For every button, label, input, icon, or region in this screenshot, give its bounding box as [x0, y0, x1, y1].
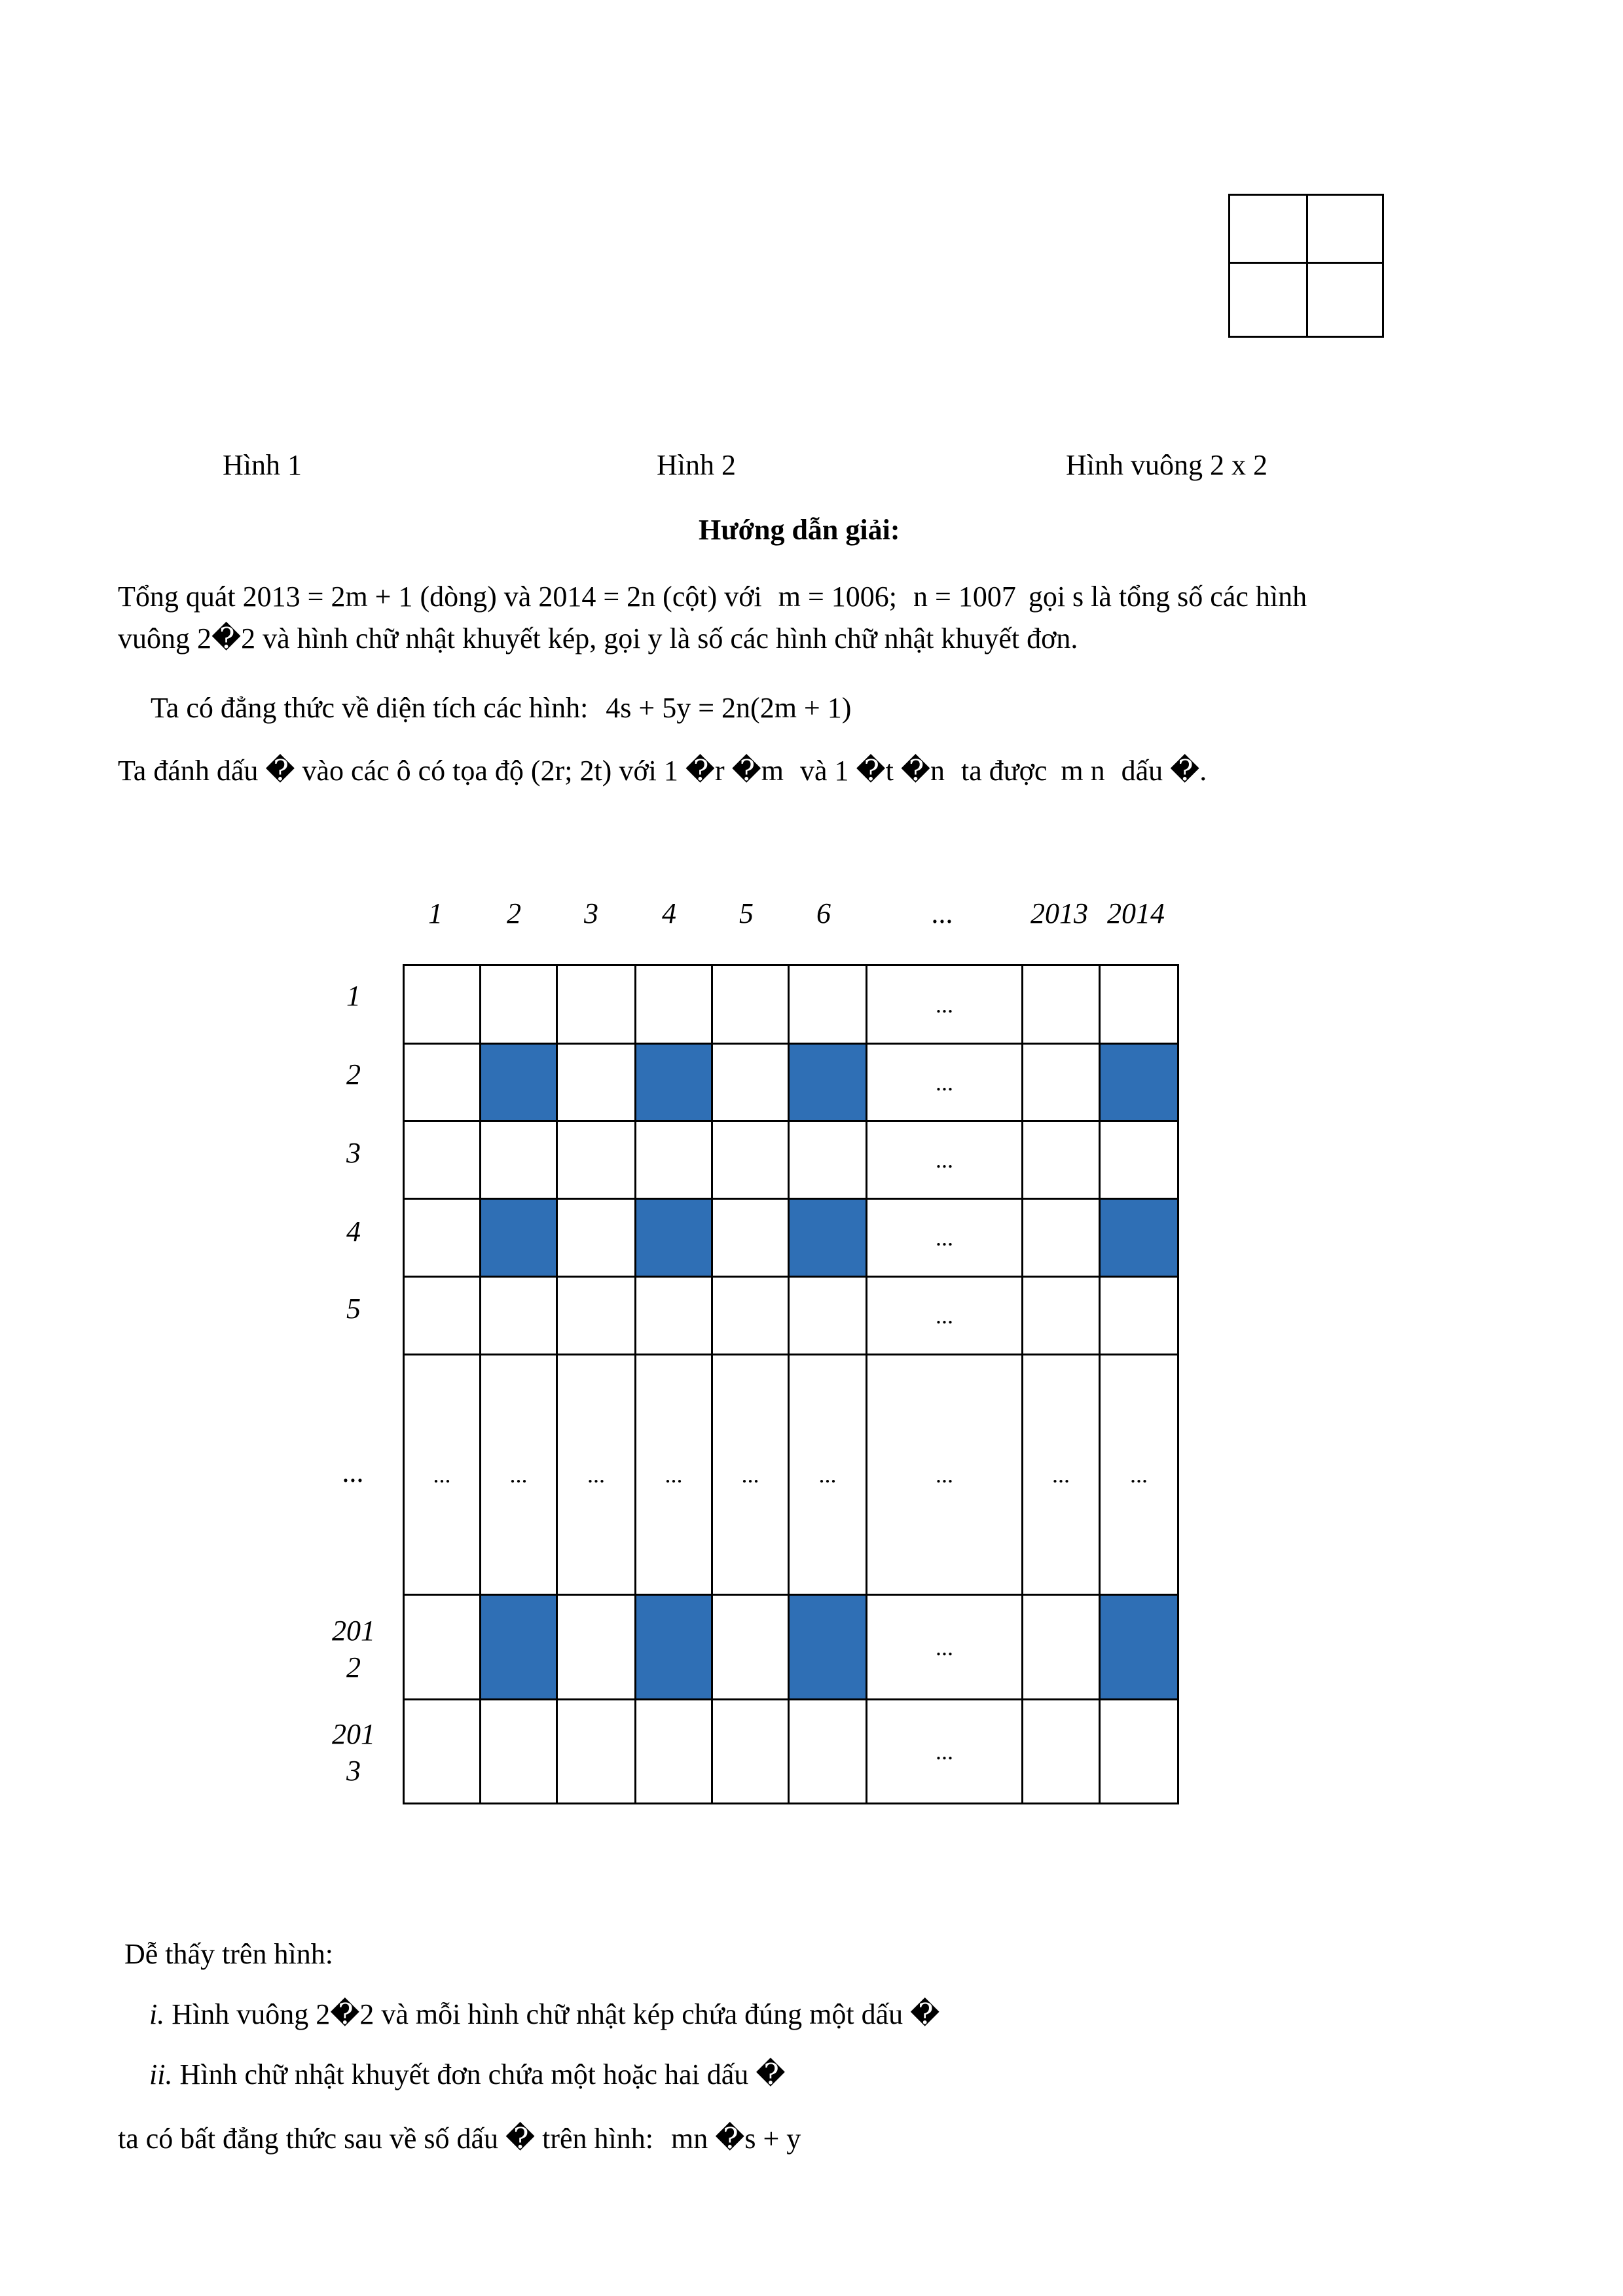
grid-cell [479, 1698, 558, 1804]
paragraph-general [118, 579, 1307, 615]
observation-ii [149, 2056, 785, 2093]
text-segment: r [714, 755, 725, 787]
grid-cell [1021, 1354, 1101, 1596]
leq-glyph-icon: � [731, 755, 761, 787]
grid-cell [711, 1698, 790, 1804]
row-header: 4 [346, 1215, 361, 1247]
ellipsis: ... [936, 1147, 953, 1173]
observation-intro: Dễ thấy trên hình: [124, 1938, 333, 1970]
text-segment: . [1199, 755, 1207, 787]
inequality-line [118, 2121, 801, 2157]
grid-cell [634, 1120, 713, 1200]
text-segment: m [761, 755, 784, 787]
paragraph-marking [118, 753, 1207, 789]
ellipsis: ... [936, 1069, 953, 1096]
paragraph-area-equality [151, 690, 851, 726]
grid-cell [556, 1276, 636, 1355]
text-segment: ta được [961, 755, 1048, 787]
marked-cell [1099, 1198, 1179, 1278]
row-header: 201 3 [332, 1718, 375, 1787]
grid-cell [556, 1354, 636, 1596]
observation-i [149, 1996, 939, 2033]
marked-cell [479, 1043, 558, 1122]
text-segment: ta có bất đẳng thức sau về số dấu [118, 2123, 499, 2155]
grid-cell [711, 1120, 790, 1200]
grid-cell [866, 1276, 1023, 1355]
row-header: 201 2 [332, 1615, 375, 1683]
text-segment: t [885, 755, 894, 787]
grid-cell [788, 1276, 867, 1355]
grid-cell [711, 1198, 790, 1278]
grid-cell [403, 1594, 481, 1700]
ellipsis: ... [665, 1462, 683, 1488]
text-segment: Ta đánh dấu [118, 755, 259, 787]
ellipsis: ... [1052, 1462, 1070, 1488]
equation-n: n = 1007 [913, 581, 1016, 613]
text-segment: (cột) với [663, 581, 762, 613]
ellipsis: ... [433, 1462, 451, 1488]
grid-cell [1021, 1698, 1101, 1804]
column-header: 6 [816, 897, 831, 929]
ellipsis: ... [936, 1634, 953, 1660]
text-segment: gọi s là tổng số các hình [1028, 581, 1307, 613]
row-header: 5 [346, 1293, 361, 1325]
marked-cell [1099, 1594, 1179, 1700]
grid-cell [1099, 1698, 1179, 1804]
leq-glyph-icon: � [900, 755, 930, 787]
row-header: 3 [346, 1137, 361, 1169]
grid-cell [866, 1043, 1023, 1122]
text-segment: n [930, 755, 945, 787]
grid-cell [1021, 1198, 1101, 1278]
grid-cell [866, 964, 1023, 1045]
row-header: ... [342, 1456, 365, 1488]
mark-glyph-icon: � [910, 1998, 940, 2030]
figure-label-2: Hình 2 [657, 449, 736, 481]
text-segment: trên hình: [542, 2123, 653, 2155]
grid-cell [866, 1198, 1023, 1278]
paragraph-general-line2: vuông 2�2 và hình chữ nhật khuyết kép, gọi y là số các hình chữ nhật khuyết đơn. [118, 622, 1078, 655]
grid-cell [556, 1698, 636, 1804]
equation-rows: 2013 = 2m + 1 [242, 581, 413, 613]
list-label: i. [149, 1998, 165, 2030]
leq-glyph-icon: � [856, 755, 886, 787]
grid-cell [1021, 1594, 1101, 1700]
grid-cell [1099, 964, 1179, 1045]
grid-cell [866, 1120, 1023, 1200]
grid-cell [403, 1120, 481, 1200]
grid-cell [403, 964, 481, 1045]
grid-cell [403, 1198, 481, 1278]
grid-cell [403, 1698, 481, 1804]
grid-cell [403, 1043, 481, 1122]
ellipsis: ... [936, 1302, 953, 1329]
marked-cell [634, 1594, 713, 1700]
ellipsis: ... [741, 1462, 759, 1488]
ellipsis: ... [587, 1462, 605, 1488]
marked-cell [1099, 1043, 1179, 1122]
ellipsis: ... [936, 1738, 953, 1765]
list-label: ii. [149, 2058, 173, 2090]
grid-cell [634, 964, 713, 1045]
square-divider-vertical [1306, 196, 1308, 336]
column-header: 3 [584, 897, 598, 929]
mark-glyph-icon: � [1170, 755, 1200, 787]
column-header: 2013 [1030, 897, 1088, 929]
grid-cell [556, 1594, 636, 1700]
ellipsis: ... [509, 1462, 528, 1488]
grid-cell [634, 1698, 713, 1804]
grid-cell [479, 1120, 558, 1200]
row-header: 1 [346, 980, 361, 1012]
grid-cell [556, 1198, 636, 1278]
marked-cell [788, 1594, 867, 1700]
marked-cell [788, 1043, 867, 1122]
ellipsis: ... [1130, 1462, 1148, 1488]
marked-cell [479, 1594, 558, 1700]
grid-cell [1099, 1354, 1179, 1596]
grid-cell [711, 964, 790, 1045]
marked-cell [634, 1043, 713, 1122]
grid-cell [403, 1354, 481, 1596]
text-segment: (dòng) và [420, 581, 532, 613]
grid-cell [788, 1698, 867, 1804]
marked-cell [634, 1198, 713, 1278]
grid-cell [1021, 1043, 1101, 1122]
grid-cell [866, 1594, 1023, 1700]
column-header: 4 [662, 897, 676, 929]
grid-cell [634, 1276, 713, 1355]
marked-cell [479, 1198, 558, 1278]
ellipsis: ... [936, 1225, 953, 1251]
marked-cell [788, 1198, 867, 1278]
grid-cell [479, 964, 558, 1045]
grid-cell [1021, 964, 1101, 1045]
grid-cell [866, 1354, 1023, 1596]
grid-cell [866, 1698, 1023, 1804]
column-header: 5 [739, 897, 754, 929]
text-segment: Tổng quát [118, 581, 236, 613]
grid-cell [711, 1354, 790, 1596]
square-divider-horizontal [1230, 262, 1382, 264]
grid-cell [1021, 1276, 1101, 1355]
text-segment: Hình vuông 2�2 và mỗi hình chữ nhật kép chứa đúng một dấu [172, 1998, 903, 2030]
mark-glyph-icon: � [505, 2123, 536, 2155]
text-segment: dấu [1121, 755, 1163, 787]
ellipsis: ... [818, 1462, 837, 1488]
grid-cell [711, 1043, 790, 1122]
equation-m: m = 1006; [778, 581, 897, 613]
grid-cell [556, 964, 636, 1045]
grid-cell [1021, 1120, 1101, 1200]
solution-heading: Hướng dẫn giải: [699, 514, 900, 546]
text-segment: và 1 [799, 755, 849, 787]
grid-cell [788, 964, 867, 1045]
grid-cell [634, 1354, 713, 1596]
column-header: 2014 [1107, 897, 1165, 929]
text-segment: Hình chữ nhật khuyết đơn chứa một hoặc hai dấu [179, 2058, 749, 2090]
leq-glyph-icon: � [685, 755, 715, 787]
row-header: 2 [346, 1058, 361, 1090]
grid-cell [788, 1354, 867, 1596]
grid-cell [403, 1276, 481, 1355]
square-2x2-figure [1228, 194, 1384, 338]
equation-mn: m n [1061, 755, 1105, 787]
figure-label-3: Hình vuông 2 x 2 [1066, 449, 1267, 481]
ellipsis: ... [936, 1462, 953, 1488]
column-header: 2 [507, 897, 521, 929]
column-header: 1 [428, 897, 443, 929]
mark-glyph-icon: � [756, 2058, 786, 2090]
text-segment: vào các ô có tọa độ (2r; 2t) với 1 [302, 755, 678, 787]
grid-cell [1099, 1276, 1179, 1355]
grid-cell [479, 1354, 558, 1596]
ellipsis: ... [936, 991, 953, 1018]
grid-cell [479, 1276, 558, 1355]
equation-cols: 2014 = 2n [538, 581, 656, 613]
figure-label-1: Hình 1 [223, 449, 302, 481]
equation-inequality: mn �s + y [671, 2123, 801, 2155]
column-header: ... [932, 897, 954, 929]
grid-cell [711, 1594, 790, 1700]
grid-cell [556, 1043, 636, 1122]
grid-cell [1099, 1120, 1179, 1200]
grid-cell [711, 1276, 790, 1355]
grid-cell [556, 1120, 636, 1200]
equation-area: 4s + 5y = 2n(2m + 1) [606, 692, 852, 724]
text-segment: Ta có đẳng thức về diện tích các hình: [151, 692, 589, 724]
grid-cell [788, 1120, 867, 1200]
mark-glyph-icon: � [265, 755, 295, 787]
